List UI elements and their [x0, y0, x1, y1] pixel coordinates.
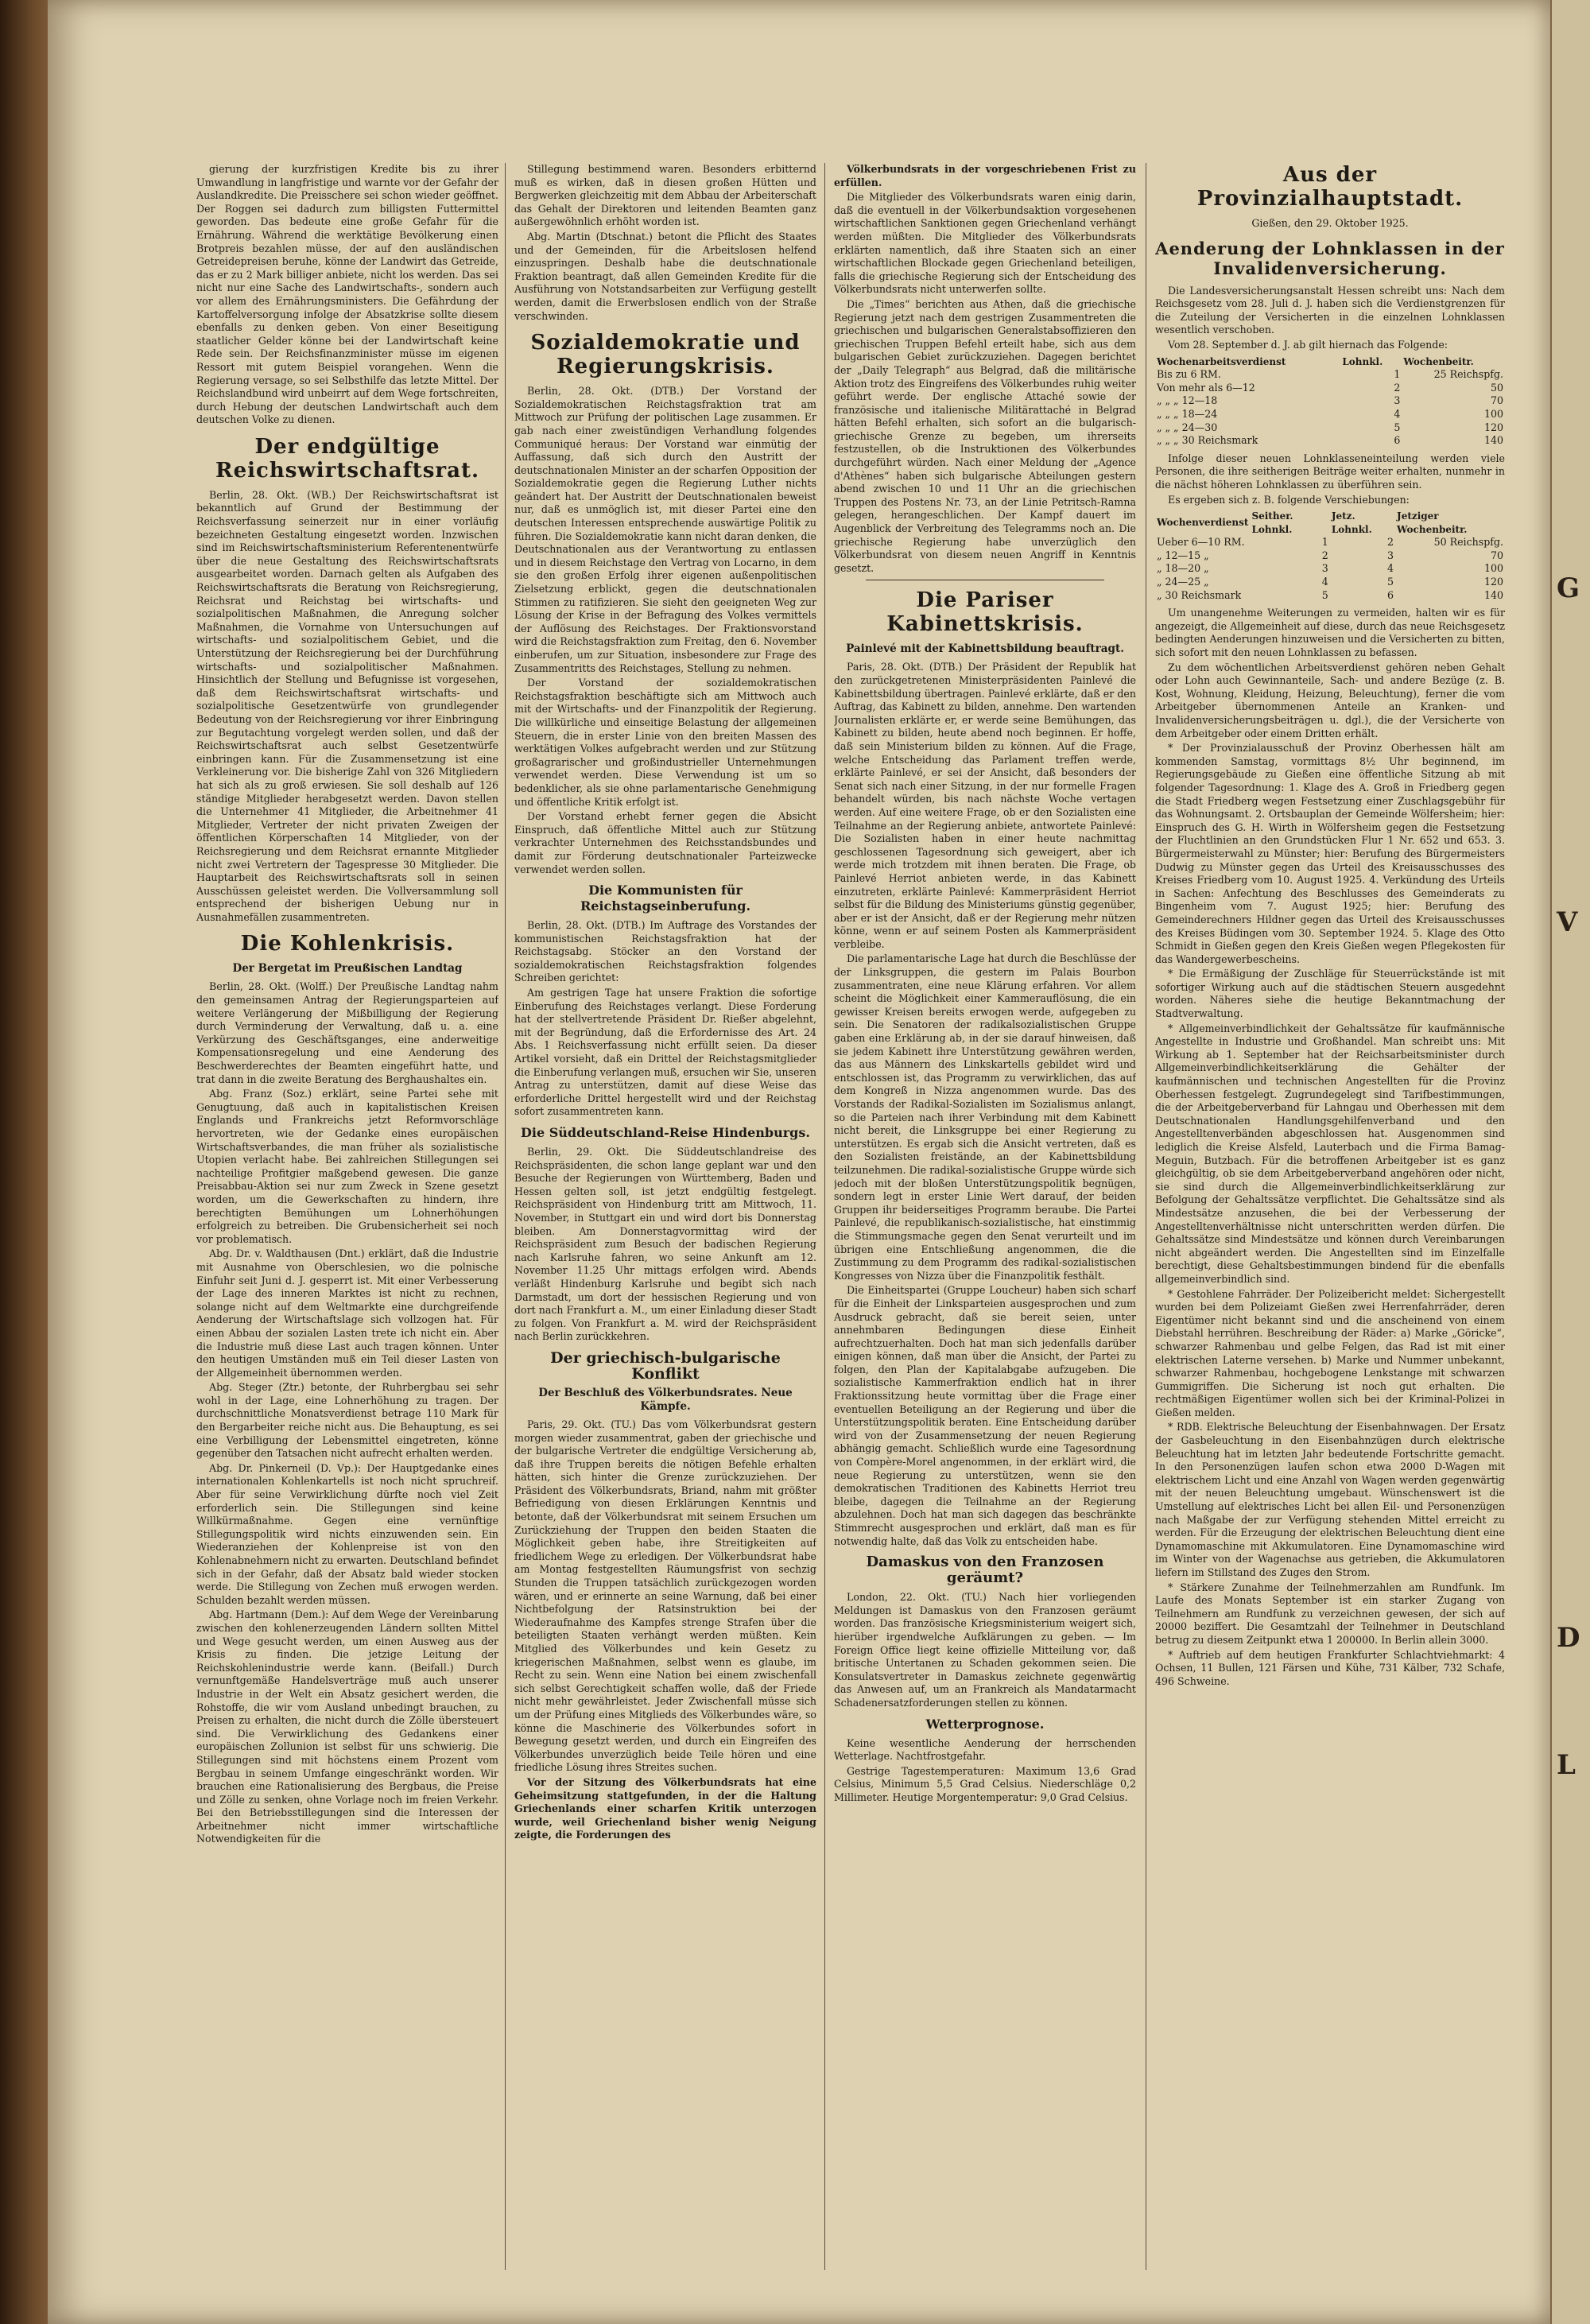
table-cell: 140 — [1483, 588, 1503, 601]
article-text: * Die Ermäßigung der Zuschläge für Steuerrückstände ist mit sofortiger Wirkung auch auf die städtischen Steuern ausgedehnt worden. Näheres siehe die heutige Bekanntmachung der Stadtverwaltung. — [1155, 968, 1505, 1020]
table-cell: 4 — [1394, 407, 1401, 420]
table-row — [1155, 382, 1505, 395]
table-cell: 70 — [1490, 549, 1503, 561]
article-text: Stillegung bestimmend waren. Besonders erbitternd muß es wirken, daß in diesen großen Hütten und Bergwerken gleichzeitig mit dem Abbau der Arbeiterschaft das Gehalt der Direktoren und leitenden Beamten ganz außergewöhnlich erhöht worden ist. — [514, 163, 816, 228]
headline: Die Süddeutschland-Reise Hindenburgs. — [521, 1125, 810, 1140]
headline: Damaskus von den Franzosen geräumt? — [866, 1554, 1104, 1587]
table-cell: „ „ „ 24—30 — [1157, 421, 1218, 433]
table-cell: 50 Reichspfg. — [1433, 536, 1503, 549]
table-row — [1155, 421, 1505, 435]
column-rule — [505, 163, 506, 2270]
article-text: Berlin, 28. Okt. (DTB.) Der Vorstand der Sozialdemokratischen Reichstagsfraktion trat am Mittwoch zur Prüfung der politischen Lage zusammen. Er gab nach einer zweistündigen Verhandlung folgendes Communiqué heraus: Der Vorstand war einmütig der Auffassung, daß sich durch den Austritt der deutschnationalen Minister an der scharfen Opposition der Sozialdemokratie gegen die Regierung Luther nichts geändert hat. Der Austritt der Deutschnationalen beweist nur, daß es unmöglich ist, mit dieser Partei eine den deutschen Interessen entsprechende auswärtige Politik zu führen. Die Sozialdemokratie kann nicht daran denken, die Deutschnationalen aus der Verantwortung zu entlassen und in diesem Reichstage den Vertrag von Locarno, in dem sie den großen Erfolg ihrer eigenen außenpolitischen Zielsetzung erblickt, gegen die deutschnationalen Stimmen zu ratifizieren. Sie sieht den geeigneten Weg zur Lösung der Krise in der Befragung des Volkes vermittels der Auflösung des Reichstages. Der Fraktionsvorstand wird die Reichstagsfraktion zum Freitag, den 6. November einberufen, um zur Situation, insbesondere zur Frage des Zusammentritts des Reichstages, Stellung zu nehmen. — [514, 385, 816, 674]
table-cell: „ 30 Reichsmark — [1157, 588, 1242, 601]
table-cell: 70 — [1490, 394, 1503, 407]
article-text: Paris, 29. Okt. (TU.) Das vom Völkerbundsrat gestern morgen wieder zusammentrat, gaben der griechische und der bulgarische Vertreter die endgültige Versicherung ab, daß ihre Truppen bereits die nötigen Befehle erhalten hätten, sich hinter die Grenze zurückzuziehen. Der Präsident des Völkerbundsrats, Briand, nahm mit größter Befriedigung von diesen Erklärungen Kenntnis und betonte, daß der Völkerbundsrat mit seinem Ersuchen um Zurückziehung der Truppen den beiden Staaten die Möglichkeit geben habe, ihre Streitigkeiten auf friedlichem Wege zu erledigen. Der Völkerbundsrat habe am Montag festgestellten Räumungsfrist von sechzig Stunden die Truppen tatsächlich zurückgezogen worden wären, und er erinnerte an seine Warnung, daß bei einer Nichtbefolgung der Ratsinstruktion bei der Wiederaufnahme des Kampfes strenge Strafen über die beteiligten Staaten verhängt werden müßten. Kein Mitglied des Völkerbundes und kein Gesetz zu kriegerischen Maßnahmen, selbst wenn es glaube, im Recht zu sein. Wenn eine Nation bei einem zwischenfall sich selbst Gerechtigkeit schaffen wolle, daß der Friede nicht mehr gewährleistet. Jeder Zwischenfall müsse sich um der Prüfung eines Mitglieds des Völkerbundes wäre, so könne die Maschinerie des Völkerbundes sofort in Bewegung gesetzt werden, und durch ein Eingreifen des Völkerbundes unverzüglich beide Teile hören und eine friedliche Lösung ihres Streites suchen. — [514, 1418, 816, 1774]
table-row — [1155, 562, 1505, 576]
table-cell: 100 — [1483, 407, 1503, 420]
subheadline: Painlevé mit der Kabinettsbildung beauftragt. — [846, 642, 1124, 656]
article-text: Völkerbundsrats in der vorgeschriebenen Frist zu erfüllen. — [834, 163, 1136, 188]
headline: Wetterprognose. — [925, 1716, 1045, 1732]
table-row — [1155, 394, 1505, 408]
article-text: * Allgemeinverbindlichkeit der Gehaltssätze für kaufmännische Angestellte in Industrie und Großhandel. Man schreibt uns: Mit Wirkung ab 1. September hat der Reichsarbeitsminister durch Allgemeinverbindlichkeitserklärung die Gehälter der kaufmännischen und technischen Angestellten für die Provinz Oberhessen festgelegt. Zugrundegelegt sind Tarifbestimmungen, die der Arbeitgeberverband für Lahngau und Oberhessen mit dem Deutschnationalen Handlungsgehilfenverband und den Angestelltenverbänden abgeschlossen hat. Ausgenommen sind lediglich die Kreise Alsfeld, Lauterbach und die Firma Bamag-Meguin, Butzbach. Für die betroffenen Arbeitgeber ist es ganz gleichgültig, ob sie dem Arbeitgeberverband angehören oder nicht, sie sind durch die Allgemeinverbindlichkeitserklärung zur Befolgung der Gehaltssätze verpflichtet. Die Gehaltssätze sind als Mindestsätze anzusehen, die bei der Verbesserung der Angestelltenverhältnisse nicht unterschritten werden dürfen. Die Gehaltssätze sind Mindestsätze und können durch Vereinbarungen nicht abgeändert werden. Die Angestellten sind im Einzelfalle berechtigt, diese Gehaltsbestimmungen bindend für die ebenfalls allgemeinverbindlich sind. — [1155, 1022, 1505, 1285]
table-cell: 50 — [1490, 381, 1503, 394]
shift-table — [1155, 510, 1505, 602]
article-text: Der Vorstand erhebt ferner gegen die Absicht Einspruch, daß öffentliche Mittel auch zur Stützung verkrachter Unternehmen des Reichsstandsbundes und damit zur Förderung deutschnationaler Parteizwecke verwendet werden sollen. — [514, 810, 816, 875]
next-page-edge — [1550, 0, 1590, 2324]
headline: Sozialdemokratie und Regierungskrisis. — [530, 331, 801, 379]
article-text: Die Mitglieder des Völkerbundsrats waren einig darin, daß die eventuell in der Völkerbundsaktion vorgesehenen wirtschaftlichen Sanktionen gegen Griechenland verhängt werden müßten. Die Mitglieder des Völkerbundsrats erklärten namentlich, daß ihre Staaten sich an einer wirtschaftlichen Blockade gegen Griechenland beteiligen, falls die griechische Regierung sich der Entscheidung des Völkerbundsrats nicht unterwerfen sollte. — [834, 191, 1136, 296]
table-row — [1155, 408, 1505, 421]
article-text: Vom 28. September d. J. ab gilt hiernach das Folgende: — [1168, 338, 1448, 351]
table-cell: 120 — [1483, 421, 1503, 433]
section-title: Aus der Provinzialhauptstadt. — [1196, 163, 1464, 211]
headline: Aenderung der Lohnklassen in der Invalidenversicherung. — [1155, 238, 1505, 278]
article-text: Keine wesentliche Aenderung der herrschenden Wetterlage. Nachtfrostgefahr. — [834, 1736, 1136, 1763]
column-2 — [514, 163, 816, 2270]
article-text: Berlin, 28. Okt. (WB.) Der Reichswirtschaftsrat ist bekanntlich auf Grund der Bestimmung der Reichsverfassung seinerzeit nur in einer vorläufig bezeichneten Gestaltung eingesetzt worden. Inzwischen sind im Reichswirtschaftsministerium Referentenentwürfe über die neue Gestaltung des Reichswirtschaftsrats ausgearbeitet worden. Darnach gelten als Aufgaben des Reichswirtschaftsrats die Beratung von Reichsregierung, Reichsrat und Reichstag bei wirtschafts- und sozialpolitischen Maßnahmen, die Anregung solcher Maßnahmen, die Vornahme von Untersuchungen auf wirtschafts- und sozialpolitischem Gebiet, und die Unterstützung der Reichsregierung bei der Durchführung wirtschafts- und sozialpolitischer Maßnahmen. Hinsichtlich der Stellung und Befugnisse ist vorgesehen, daß dem Reichswirtschaftsrat wirtschafts- und sozialpolitische Gesetzentwürfe von grundlegender Bedeutung von der Reichsregierung vor ihrer Einbringung zur Begutachtung vorgelegt werden sollen, und daß der Reichswirtschaftsrat auch selbst Gesetzentwürfe einbringen kann. Für die Zusammensetzung ist eine Verkleinerung vor. Die bisherige Zahl von 326 Mitgliedern hat sich als zu groß erwiesen. Sie soll deshalb auf 126 ständige Mitglieder herabgesetzt werden. Davon stellen die Unternehmer 41 Mitglieder, die Arbeitnehmer 41 Mitglieder, Vertreter der nicht privaten Zweigen der öffentlichen Körperschaften 14 Mitglieder, von der Reichsregierung und dem Reichsrat ernannte Mitglieder nicht zwei Vertretern der Tagespresse 30 Mitglieder. Die Hauptarbeit des Reichswirtschaftsrats soll in seinen Ausschüssen geleistet werden. Die Vollversammlung soll entsprechend der bisherigen Uebung nur in Ausnahmefällen zusammentreten. — [196, 488, 498, 923]
article-text: * RDB. Elektrische Beleuchtung der Eisenbahnwagen. Der Ersatz der Gasbeleuchtung in den Eisenbahnzügen durch elektrische Beleuchtung hat im letzten Jahr bedeutende Fortschritte gemacht. In den Personenzügen laufen schon etwa 2000 D-Wagen mit elektrischem Licht und eine Anzahl von Wagen werden gegenwärtig mit der neuen Beleuchtung umgebaut. Wünschenswert ist die Umstellung auf elektrisches Licht bei allen Eil- und Personenzügen nach Maßgabe der zur Verfügung stehenden Mittel erreicht zu werden. Für die Erzeugung der elektrischen Beleuchtung dient eine Dynamomaschine mit Akkumulatoren. Eine Dynamomaschine wird im Winter von der Wagenachse aus getrieben, die Akkumulatoren liefern im Stillstand des Zuges den Strom. — [1155, 1421, 1505, 1578]
edge-letter: D — [1557, 1622, 1580, 1654]
dateline: Gießen, den 29. Oktober 1925. — [1251, 217, 1409, 229]
article-text: Abg. Hartmann (Dem.): Auf dem Wege der Vereinbarung zwischen den kohlenerzeugenden Ländern sollten Mittel und Wege gesucht werden, um einen Ausweg aus der Krisis zu finden. Die jetzige Leitung der Reichskohlenindustrie werde kann. (Beifall.) Durch vernunftgemäße Handelsverträge muß auch unserer Industrie in der Welt ein Absatz gesichert werden, die Rohstoffe, die wir vom Ausland unbedingt brauchen, zu Preisen zu erhalten, die nicht durch die Zölle übersteuert sind. Die Verwirklichung des Gedankens einer europäischen Zollunion ist selbst für uns schwierig. Die Stillegungen sind mit höchstens einem Prozent vom Bergbau in seinem Umfange eingeschränkt worden. Wir brauchen eine Rationalisierung des Bergbaus, die Preise und Zölle zu senken, ohne Vorlage noch im freien Verkehr. Bei den Betriebsstillegungen sind die Interessen der Arbeitnehmer nicht immer wirtschaftliche Notwendigkeiten für die — [196, 1608, 498, 1845]
table-header: Seither. Lohnkl. — [1251, 510, 1293, 535]
article-text: Berlin, 28. Okt. (Wolff.) Der Preußische Landtag nahm den gemeinsamen Antrag der Regierungsparteien auf weitere Verlängerung der Mißbilligung der Regierung durch Verminderung der Verwaltung, daß u. a. eine Verkürzung des Geschäftsganges, eine anderweitige Kompensationsregelung und eine Aenderung des Beschwerderechtes der Beamten eingeführt hatte, und trat dann in die zweite Beratung des Berghaushaltes ein. — [196, 980, 498, 1085]
contribution-table — [1155, 355, 1505, 448]
column-4 — [1155, 163, 1505, 2270]
table-cell: 6 — [1387, 588, 1394, 601]
table-cell: „ „ „ 12—18 — [1157, 394, 1218, 407]
headline: Die Kommunisten für Reichstagseinberufung. — [580, 883, 751, 914]
table-cell: 25 Reichspfg. — [1433, 368, 1503, 381]
article-text: Die parlamentarische Lage hat durch die Beschlüsse der der Linksgruppen, die gestern im Palais Bourbon zusammentraten, eine neue Klärung erfahren. Vor allem scheint die Möglichkeit einer Kammerauflösung, die ein gewisser Kreisen bereits erwogen werde, aufgegeben zu sein. Die Senatoren der radikalsozialistischen Gruppe gaben eine Erklärung ab, in der sie darauf hinweisen, daß sie jedem Kabinett ihre Unterstützung gewähren werden, das aus Männern des Linkskartells gebildet wird und entschlossen ist, das Programm zu verwirklichen, das auf dem Kongreß in Nizza angenommen wurde. Das des Vorstands der Radikal-Sozialisten im Sozialismus anlangt, so die Parteien nach ihrer Verbindung mit dem Kabinett nicht bereit, die Linksgruppe bei einer Regierung zu unterstützen. Es ergab sich die Ansicht vertreten, daß es den Sozialisten freistände, an der Kabinettsbildung teilzunehmen. Die radikal-sozialistische Gruppe würde sich jedoch mit der bloßen Unterstützungspolitik begnügen, sondern legt in erster Linie Wert darauf, der beiden Gruppen ihr beiderseitiges Programm beraube. Die Partei Painlevé, die republikanisch-sozialistische, hat einstimmig die Stimmungsmache gegen den Senat verurteilt und im übrigen eine Entschließung angenommen, die die Zustimmung zu dem Programm des radikal-sozialistischen Kongresses von Nizza über die Finanzpolitik festhält. — [834, 952, 1136, 1282]
table-cell: 4 — [1321, 576, 1328, 588]
table-cell: 3 — [1387, 549, 1394, 561]
article-text: Abg. Dr. Pinkerneil (D. Vp.): Der Hauptgedanke eines internationalen Kohlenkartells ist noch nicht spruchreif. Aber für seine Verwirklichung dürfte noch viel Zeit erforderlich sein. Die Stillegungen sind keine Willkürmaßnahme. Gegen eine vernünftige Stillegungspolitik wird nichts einzuwenden sein. Ein Wiederanziehen der Kohlenpreise ist von den Kohlenabnehmern nicht zu erwarten. Deutschland befindet sich in der Gefahr, daß der Absatz bald wieder stocken werde. Die Stillegung von Zechen muß erwogen werden. Schulden bezahlt werden müssen. — [196, 1461, 498, 1606]
table-cell: 2 — [1394, 381, 1401, 394]
headline: Der endgültige Reichswirtschaftsrat. — [215, 434, 480, 483]
table-cell: „ 18—20 „ — [1157, 562, 1209, 575]
headline: Die Kohlenkrisis. — [240, 932, 455, 956]
table-cell: 5 — [1394, 421, 1401, 433]
table-header: Wochenbeitr. — [1403, 355, 1474, 367]
edge-letter: V — [1557, 906, 1578, 938]
edge-letter: G — [1557, 572, 1580, 604]
article-text: Es ergeben sich z. B. folgende Verschiebungen: — [1168, 493, 1410, 506]
article-text: Abg. Dr. v. Waldthausen (Dnt.) erklärt, daß die Industrie mit Ausnahme von Oberschlesien, wo die polnische Einfuhr seit Juni d. J. gesperrt ist. Mit einer Verbesserung der Lage des inneren Marktes ist nicht zu rechnen, solange nicht auf dem Weltmarkte eine durchgreifende Aenderung der Wirtschaftslage sich vollzogen hat. Für einen Abbau der sozialen Lasten trete ich nicht ein. Aber die Industrie muß diese Last auch tragen können. Unter den heutigen Umständen muß ein Teil dieser Lasten von der Allgemeinheit übernommen werden. — [196, 1247, 498, 1379]
article-text: Die „Times“ berichten aus Athen, daß die griechische Regierung jetzt nach dem gestrigen Zusammentreten die griechischen und bulgarischen Generalstabsoffizieren den griechischen Truppen Befehl erteilt habe, sich aus dem bulgarischen Gebiet zurückzuziehen. Dagegen berichtet der „Daily Telegraph“ aus Belgrad, daß die militärische Aktion trotz des Eingreifens des Völkerbundes ruhig weiter geführt werde. Der englische Attaché sowie der französische und italienische Militärattaché in Belgrad hätten Befehl erhalten, sich sofort an die bulgarisch-griechische Grenze zu begeben, um ihrerseits festzustellen, ob die Instruktionen des Völkerbundes durchgeführt würden. Nach einer Meldung der „Agence d'Athènes“ haben sich bulgarische Abteilungen gestern abend zwischen 10 und 11 Uhr an die griechischen Truppen des Postens Nr. 73, an der Linie Petritsch-Ramna gelegen, herangeschlichen. Der Kampf dauert im Augenblick der Verbreitung des Telegramms noch an. Die griechische Regierung habe unverzüglich den Völkerbundsrat von diesem neuen Angriff in Kenntnis gesetzt. — [834, 297, 1136, 574]
table-cell: Ueber 6—10 RM. — [1157, 536, 1245, 549]
column-1 — [196, 163, 498, 2270]
table-cell: 3 — [1394, 394, 1401, 407]
table-cell: 120 — [1483, 576, 1503, 588]
article-text: Die Einheitspartei (Gruppe Loucheur) haben sich scharf für die Einheit der Linksparteien ausgesprochen und zum Ausdruck gebracht, daß sie bereit seien, unter annehmbaren Bedingungen diese Einheit aufrechtzuerhalten. Doch hat man sich jedenfalls darüber einigen können, daß man über die Ansicht, der Partei zu folgen, den Plan der Kapitalabgabe aufzugeben. Die sozialistische Kammerfraktion endlich hat in ihrer Fraktionssitzung heute vormittag über die Frage einer eventuellen Beteiligung an der Regierung und über die Unterstützungspolitik beraten. Eine Entscheidung darüber wird von der Zusammensetzung der neuen Regierung abhängig gemacht. Schließlich wurde eine Tagesordnung von Compère-Morel angenommen, in der erklärt wird, die neue Regierung zu unterstützen, wenn sie den demokratischen Traditionen des Kabinetts Herriot treu bleibe, dagegen die Teilnahme an der Regierung abzulehnen. Doch hat man sich dagegen das beschränkte Stimmrecht ausgesprochen und erklärt, daß man es für notwendig halte, daß das Volk zu entscheiden habe. — [834, 1284, 1136, 1547]
table-cell: „ „ „ 18—24 — [1157, 407, 1218, 420]
article-text: Berlin, 29. Okt. Die Süddeutschlandreise des Reichspräsidenten, die schon lange geplant war und den Besuche der Regierungen von Württemberg, Baden und Hessen gelten soll, ist jetzt endgültig festgelegt. Reichspräsident von Hindenburg tritt am Mittwoch, 11. November, in Stuttgart ein und wird dort bis Donnerstag bleiben. Am Donnerstagvormittag wird der Reichspräsident zum Besuch der badischen Regierung nach Karlsruhe fahren, wo seine Ankunft am 12. November 11.25 Uhr mittags erfolgen wird. Abends verläßt Hindenburg Karlsruhe und begibt sich nach Darmstadt, um dort der hessischen Regierung und von dort nach Frankfurt a. M., um einer Einladung dieser Stadt zu folgen. Von Frankfurt a. M. wird der Reichspräsident nach Berlin zurückkehren. — [514, 1146, 816, 1343]
table-cell: 2 — [1321, 549, 1328, 561]
article-text: Der Vorstand der sozialdemokratischen Reichstagsfraktion beschäftigte sich am Mittwoch auch mit der Wirtschafts- und der Finanzpolitik der Regierung. Die willkürliche und einseitige Belastung der allgemeinen Steuern, die in erster Linie von den breiten Massen des werktätigen Volkes aufgebracht werden und zur Stützung großagrarischer und großindustrieller Unternehmungen verwendet werden. Diese Verwendung ist um so bedenklicher, als sie ohne parlamentarische Genehmigung und öffentliche Kritik erfolgt ist. — [514, 677, 816, 808]
table-cell: 6 — [1394, 434, 1401, 447]
table-cell: 1 — [1321, 536, 1328, 549]
article-text: * Der Provinzialausschuß der Provinz Oberhessen hält am kommenden Samstag, vormittags 8½ Uhr beginnend, im Regierungsgebäude zu Gießen eine öffentliche Sitzung ab mit folgender Tagesordnung: 1. Klage des A. Groß in Friedberg gegen die Stadt Friedberg wegen Festsetzung einer Zuschlagsgebühr für das Wohnungsamt. 2. Ortsbauplan der Gemeinde Wölfersheim; hier: Einspruch des G. H. Wirth in Wölfersheim gegen die Festsetzung der Fluchtlinien an den Grundstücken Flur 1 Nr. 652 und 653. 3. Bürgermeisterwahl zu Münster; hier: Berufung des Bürgermeisters Dudwig zu Münster gegen das Urteil des Kreisausschusses des Kreises Friedberg vom 10. August 1925. 4. Verkündung des Urteils in Sachen: Anfechtung des Beschlusses des Gemeinderats zu Bingenheim vom 7. August 1925; hier: Berufung des Gemeinderechners Hildner gegen das Urteil des Kreisausschusses des Kreises Büdingen vom 30. September 1924. 5. Klage des Otto Schmidt in Gießen gegen den Kreis Gießen wegen Pflegekosten für das Wandergewerbescheins. — [1155, 742, 1505, 965]
table-cell: „ „ „ 30 Reichsmark — [1157, 434, 1258, 447]
table-cell: 5 — [1387, 576, 1394, 588]
table-row — [1155, 434, 1505, 448]
table-cell: 4 — [1387, 562, 1394, 575]
subheadline: Der Bergetat im Preußischen Landtag — [232, 962, 463, 976]
table-cell: Von mehr als 6—12 — [1157, 381, 1255, 394]
article-text: Um unangenehme Weiterungen zu vermeiden, halten wir es für angezeigt, die Allgemeinheit auf diese, durch das neue Reichsgesetz bedingten Aenderungen hinzuweisen und die Versicherten zu bitten, sich sofort mit den neuen Lohnklassen zu befassen. — [1155, 607, 1505, 659]
article-text: Abg. Franz (Soz.) erklärt, seine Partei sehe mit Genugtuung, daß auch in kapitalistischen Kreisen Englands und Frankreichs jetzt Reformvorschläge hervortreten, wie der Gedanke eines europäischen Wirtschaftsverbandes, die man früher als sozialistische Utopien verlacht habe. Bei zahlreichen Stillegungen sei nachteilige Profitgier maßgebend gewesen. Die ganze Preisabbau-Aktion sei nur zum Zweck in Szene gesetzt worden, um die Gewerkschaften zu hindern, ihre berechtigten Bemühungen um Lohnerhöhungen erfolgreich zu betreiben. Die Grubensicherheit sei noch vor problematisch. — [196, 1088, 498, 1245]
edge-letter: L — [1557, 1749, 1576, 1781]
article-text: Infolge dieser neuen Lohnklasseneinteilung werden viele Personen, die ihre seitherigen Beiträge weiter erhalten, nunmehr in die nächst höheren Lohnklassen zu überführen sein. — [1155, 452, 1505, 491]
table-cell: 140 — [1483, 434, 1503, 447]
article-text: * Auftrieb auf dem heutigen Frankfurter Schlachtviehmarkt: 4 Ochsen, 11 Bullen, 121 Färsen und Kühe, 731 Kälber, 732 Schafe, 496 Schweine. — [1155, 1648, 1505, 1687]
table-header: Wochenverdienst — [1157, 517, 1249, 529]
table-cell: 5 — [1321, 588, 1328, 601]
column-3 — [834, 163, 1136, 2270]
table-header: Jetz. Lohnkl. — [1331, 510, 1372, 535]
table-row — [1155, 536, 1505, 549]
article-text: Am gestrigen Tage hat unsere Fraktion die sofortige Einberufung des Reichstages verlangt. Diese Forderung hat der stellvertretende Präsident Dr. Rießer abgelehnt, mit der Begründung, daß die Erfordernisse des Art. 24 Abs. 1 Reichsverfassung nicht erfüllt seien. Da dieser Artikel vorsieht, daß ein Drittel der Reichstagsmitglieder die Einberufung verlangen muß, ersuchen wir Sie, unseren Antrag zu unterstützen, damit auf diese Weise das erforderliche Drittel hergestellt wird und der Reichstag sofort zusammentreten kann. — [514, 987, 816, 1118]
article-text: London, 22. Okt. (TU.) Nach hier vorliegenden Meldungen ist Damaskus von den Franzosen geräumt worden. Das französische Kriegsministerium weigert sich, hierüber irgendwelche Aufklärungen zu geben. — Im Foreign Office liegt keine offizielle Mitteilung vor, daß britische Untertanen zu Schaden gekommen seien. Die Konsulatsvertreter in Damaskus zeichnete gegenwärtig das Anwesen auf, um an Frankreich als Mandatarmacht Schadenersatzforderungen stellen zu können. — [834, 1591, 1136, 1709]
article-text: Die Landesversicherungsanstalt Hessen schreibt uns: Nach dem Reichsgesetz vom 28. Juli d. J. haben sich die Verdienstgrenzen für die Zuteilung der Versicherten in die einzelnen Lohnklassen wesentlich verschoben. — [1155, 284, 1505, 336]
table-cell: „ 24—25 „ — [1157, 576, 1209, 588]
table-row — [1155, 368, 1505, 382]
table-row — [1155, 576, 1505, 589]
table-header: Lohnkl. — [1342, 355, 1383, 367]
table-header: Jetziger Wochenbeitr. — [1397, 510, 1468, 535]
headline: Die Pariser Kabinettskrisis. — [886, 588, 1084, 637]
article-text: * Stärkere Zunahme der Teilnehmerzahlen am Rundfunk. Im Laufe des Monats September ist ein starker Zugang von Teilnehmern am Rundfunk zu verzeichnen gewesen, der sich auf 20000 beziffert. Die Gesamtzahl der Teilnehmer in Deutschland betrug zu diesem Zeitpunkt etwa 1 200000. In Berlin allein 3000. — [1155, 1581, 1505, 1646]
table-cell: 1 — [1394, 368, 1401, 381]
table-header: Wochenarbeitsverdienst — [1157, 355, 1286, 367]
headline: Der griechisch-bulgarische Konflikt — [550, 1348, 781, 1383]
article-text: Vor der Sitzung des Völkerbundsrats hat eine Geheimsitzung stattgefunden, in der die Haltung Griechenlands einer scharfen Kritik unterzogen wurde, weil Griechenland bisher wenig Neigung zeigte, die Forderungen des — [514, 1775, 816, 1841]
article-text: Zu dem wöchentlichen Arbeitsverdienst gehören neben Gehalt oder Lohn auch Gewinnanteile, Sach- und andere Bezüge (z. B. Kost, Wohnung, Kleidung, Heizung, Beleuchtung), ferner die vom Arbeitgeber übernommenen Anteile an Kranken- und Invalidenversicherungsbeiträgen u. dgl.), die der Versicherte von dem Arbeitgeber oder einem Dritten erhält. — [1155, 661, 1505, 739]
table-cell: „ 12—15 „ — [1157, 549, 1209, 561]
table-cell: 2 — [1387, 536, 1394, 549]
book-binding — [0, 0, 48, 2324]
article-text: Berlin, 28. Okt. (DTB.) Im Auftrage des Vorstandes der kommunistischen Reichstagsfraktion hat der Reichstagsabg. Stöcker an den Vorstand der sozialdemokratischen Reichstagsfraktion folgendes Schreiben gerichtet: — [514, 919, 816, 984]
article-text: gierung der kurzfristigen Kredite bis zu ihrer Umwandlung in langfristige und warnte vor der Gefahr der Auslandkredite. Die Preisschere sei schon wieder geöffnet. Der Roggen sei dadurch zum billigsten Futtermittel geworden. Das bedeute eine große Gefahr für die Ernährung. Während die werktätige Bevölkerung einen Brotpreis bezahlen müsse, der auf den ausländischen Getreidepreisen beruhe, könne der Landwirt das Getreide, das er zu 2 Mark billiger anbiete, nicht los werden. Das sei nicht nur eine Sache des Landwirtschafts-, sondern auch vor allem des Ernährungsministers. Die Gefährdung der Kartoffelversorgung infolge der Absatzkrise sollte diesem ebenfalls zu denken geben. Von einer Beseitigung staatlicher Gelder könne bei der Landwirtschaft keine Rede sein. Der Reichsfinanzminister müsse im eigenen Ressort mit gutem Beispiel vorangehen. Wenn die Regierung versage, so sei Selbsthilfe das letzte Mittel. Der Reichslandbund wird unbeirrt auf dem Wege fortschreiten, durch Hebung der deutschen Landwirtschaft auch dem deutschen Volke zu dienen. — [196, 163, 498, 426]
table-row — [1155, 549, 1505, 563]
newspaper-page — [48, 0, 1550, 2324]
article-text: Abg. Martin (Dtschnat.) betont die Pflicht des Staates und der Gemeinden, für die Arbeitslosen helfend einzuspringen. Deshalb habe die deutschnationale Fraktion beantragt, daß allen Gemeinden Kredite für die Ausführung von Notstandsarbeiten zur Verfügung gestellt werden, damit die Erwerbslosen endlich von der Straße verschwinden. — [514, 230, 816, 322]
column-rule — [824, 163, 825, 2270]
subheadline: Der Beschluß des Völkerbundsrates. Neue Kämpfe. — [538, 1386, 793, 1413]
table-cell: 100 — [1483, 562, 1503, 575]
table-cell: Bis zu 6 RM. — [1157, 368, 1221, 381]
article-text: Abg. Steger (Ztr.) betonte, der Ruhrbergbau sei sehr wohl in der Lage, eine Lohnerhöhung zu tragen. Der durchschnittliche Monatsverdienst betrage 110 Mark für den Bergarbeiter reiche nicht aus. Die Behauptung, es sei eine Verbilligung der Lebensmittel eingetreten, könne gegenüber den Tatsachen nicht aufrecht erhalten werden. — [196, 1381, 498, 1460]
table-cell: 3 — [1321, 562, 1328, 575]
article-text: Paris, 28. Okt. (DTB.) Der Präsident der Republik hat den zurückgetretenen Ministerpräsidenten Painlevé die Kabinettsbildung übertragen. Painlevé erklärte, daß er den Auftrag, das Kabinett zu bilden, annehme. Den wartenden Journalisten erklärte er, er werde seine Bemühungen, das Kabinett zu bilden, heute abend noch beginnen. Er hoffe, daß sein Ministerium bilden zu können. Auf die Frage, welche Entscheidung das Parlament treffen werde, erklärte Painlevé, er sei der Ansicht, daß besonders der Senat sich nach einer Sitzung, in der nur formelle Fragen behandelt würden, bis nach nächste Woche vertagen werden. Auf eine weitere Frage, ob er den Sozialisten eine Teilnahme an der Regierung anbiete, antwortete Painlevé: Die Sozialisten haben in einer heute nachmittag geschlossenen Tagesordnung sich geweigert, aber ich werde mich trotzdem mit ihnen beraten. Die Frage, ob Painlevé Herriot anbieten werde, in das Kabinett einzutreten, erklärte Painlevé: Kammerpräsident Herriot selbst für die Bildung des Ministeriums günstig gegenüber, aber er ist der Ansicht, daß er der Regierung mehr nützen könne, wenn er auf seinem Posten als Kammerpräsident verbleibe. — [834, 661, 1136, 950]
article-text: Gestrige Tagestemperaturen: Maximum 13,6 Grad Celsius, Minimum 5,5 Grad Celsius. Niederschläge 0,2 Millimeter. Heutige Morgentemperatur: 9,0 Grad Celsius. — [834, 1764, 1136, 1803]
article-text: * Gestohlene Fahrräder. Der Polizeibericht meldet: Sichergestellt wurden bei dem Polizeiamt Gießen zwei Herrenfahrräder, deren Eigentümer nicht bekannt sind und die anscheinend von einem Diebstahl herrühren. Beschreibung der Räder: a) Marke „Göricke“, schwarzer Rahmenbau und gelbe Felgen, das Rad ist mit einer elektrischen Laterne versehen. b) Marke und Nummer unbekannt, schwarzer Rahmenbau, hochgebogene Lenkstange mit schwarzen Gummigriffen. Die Sicherung ist noch gut erhalten. Die rechtmäßigen Eigentümer wollen sich bei der Kriminal-Polizei in Gießen melden. — [1155, 1287, 1505, 1418]
table-row — [1155, 589, 1505, 603]
